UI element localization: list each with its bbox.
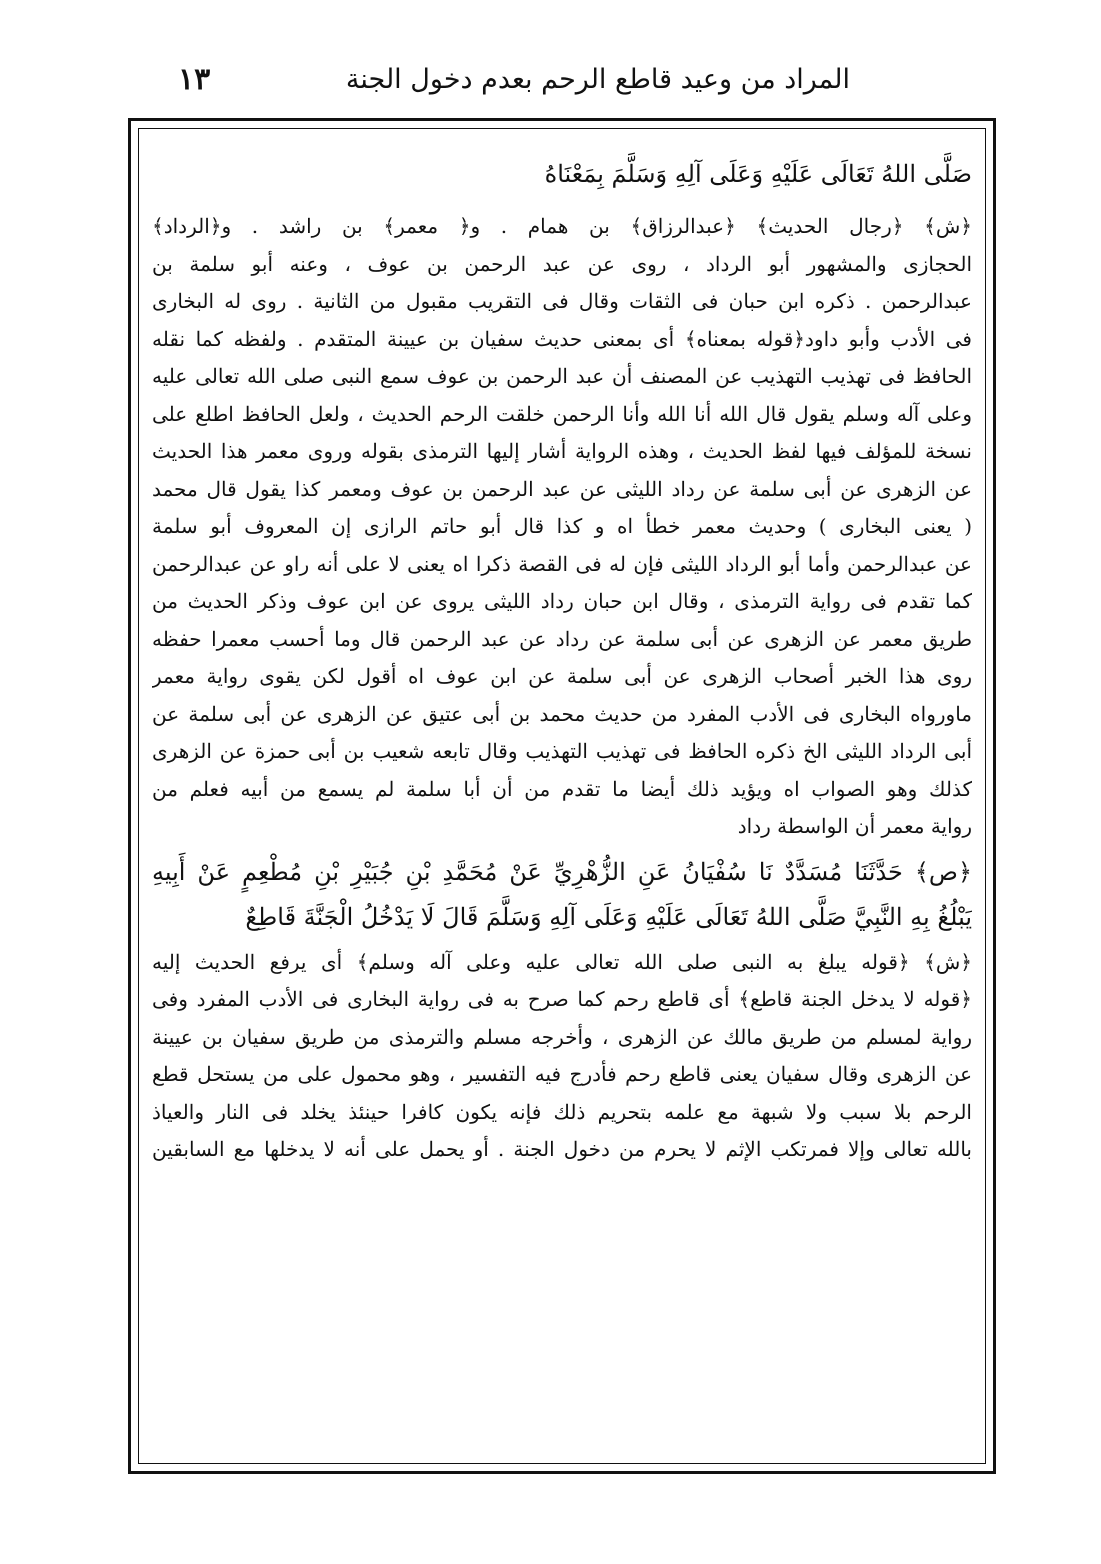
running-title: المراد من وعيد قاطع الرحم بعدم دخول الجنة (345, 64, 850, 95)
text-line: كذلك وهو الصواب اه ويؤيد ذلك أيضا ما تقدم من أن أبا سلمة لم يسمع من أبيه فعلم من (152, 776, 972, 801)
text-line: روى هذا الخبر أصحاب الزهرى عن أبى سلمة عن ابن عوف اه أقول لكن يقوى رواية معمر (152, 664, 972, 688)
text-line: ﴿ش﴾ ﴿قوله يبلغ به النبى صلى الله تعالى عليه وعلى آله وسلم﴾ أى يرفع الحديث إليه (152, 949, 972, 974)
text-line: صَلَّى اللهُ تَعَالَى عَلَيْهِ وَعَلَى آلِهِ وَسَلَّمَ بِمَعْنَاهُ (544, 160, 972, 188)
text-line: ( يعنى البخارى ) وحديث معمر خطأ اه و كذا قال أبو حاتم الرازى إن المعروف أبو سلمة (152, 514, 972, 538)
text-line: بالله تعالى وإلا فمرتكب الإثم لا يحرم من دخول الجنة . أو يحمل على أنه لا يدخلها مع السابقين (152, 1137, 972, 1161)
text-line: فى الأدب وأبو داود﴿قوله بمعناه﴾ أى بمعنى حديث سفيان بن عيينة المتقدم . ولفظه كما نقله (152, 326, 972, 351)
text-line: عبدالرحمن . ذكره ابن حبان فى الثقات وقال فى التقريب مقبول من الثانية . روى له البخارى (152, 289, 972, 313)
text-line: كما تقدم فى رواية الترمذى ، وقال ابن حبان رداد الليثى يروى عن ابن عوف وذكر الحديث من (152, 589, 972, 613)
page-body (152, 140, 972, 1458)
text-line: الحافظ فى تهذيب التهذيب عن المصنف أن عبد الرحمن بن عوف سمع النبى صلى الله تعالى عليه (152, 364, 972, 388)
hadith-line: ﴿ص﴾ حَدَّثَنَا مُسَدَّدٌ نَا سُفْيَانُ عَنِ الزُّهْرِيِّ عَنْ مُحَمَّدِ بْنِ جُبَيْرِ بْنِ مُطْعِمٍ عَنْ أَبِيهِ (152, 857, 972, 886)
text-line: عن عبدالرحمن وأما أبو الرداد الليثى فإن له فى القصة ذكرا اه يعنى لا على أنه راو عن عبدالرحمن (152, 551, 972, 576)
text-line: الحجازى والمشهور أبو الرداد ، روى عن عبد الرحمن بن عوف ، وعنه أبو سلمة بن (152, 251, 972, 276)
text-line: رواية معمر أن الواسطة رداد (737, 814, 972, 838)
hadith-line: يَبْلُغُ بِهِ النَّبِيَّ صَلَّى اللهُ تَعَالَى عَلَيْهِ وَعَلَى آلِهِ وَسَلَّمَ قَالَ لَا يَدْخُلُ الْجَنَّةَ قَاطِعٌ (245, 902, 972, 931)
text-line: عن الزهرى عن أبى سلمة عن رداد الليثى عن عبد الرحمن بن عوف ومعمر كذا يقول قال محمد (152, 476, 972, 501)
text-line: نسخة للمؤلف فيها لفظ الحديث ، وهذه الرواية أشار إليها الترمذى بقوله وروى معمر هذا الحديث (152, 439, 972, 463)
text-line: أبى الرداد الليثى الخ ذكره الحافظ فى تهذيب التهذيب وقال تابعه شعيب بن أبى حمزة عن الزهرى (152, 739, 972, 763)
text-line: الرحم بلا سبب ولا شبهة مع علمه بتحريم ذلك فإنه يكون كافرا حينئذ يخلد فى النار والعياذ (152, 1099, 972, 1124)
text-line: ﴿ش﴾ ﴿رجال الحديث﴾ ﴿عبدالرزاق﴾ بن همام . و﴿ معمر﴾ بن راشد . و﴿الرداد﴾ (152, 214, 972, 238)
text-line: عن الزهرى وقال سفيان يعنى قاطع رحم فأدرج فيه التفسير ، وهو محمول على من يستحل قطع (152, 1062, 972, 1086)
running-head (160, 58, 960, 110)
page-number: ١٣ (178, 62, 211, 97)
text-line: وعلى آله وسلم يقول قال الله أنا الله وأنا الرحمن خلقت الرحم الحديث ، ولعل الحافظ اطلع على (152, 401, 972, 426)
text-line: طريق معمر عن الزهرى عن أبى سلمة عن رداد عن عبد الرحمن قال وما أحسب معمرا حفظه (152, 626, 972, 651)
text-line: رواية لمسلم من طريق مالك عن الزهرى ، وأخرجه مسلم والترمذى من طريق سفيان بن عيينة (152, 1024, 972, 1049)
text-line: ماورواه البخارى فى الأدب المفرد من حديث محمد بن أبى عتيق عن الزهرى عن أبى سلمة عن (152, 701, 972, 726)
text-line: ﴿قوله لا يدخل الجنة قاطع﴾ أى قاطع رحم كما صرح به فى رواية البخارى فى الأدب المفرد وفى (152, 987, 972, 1011)
